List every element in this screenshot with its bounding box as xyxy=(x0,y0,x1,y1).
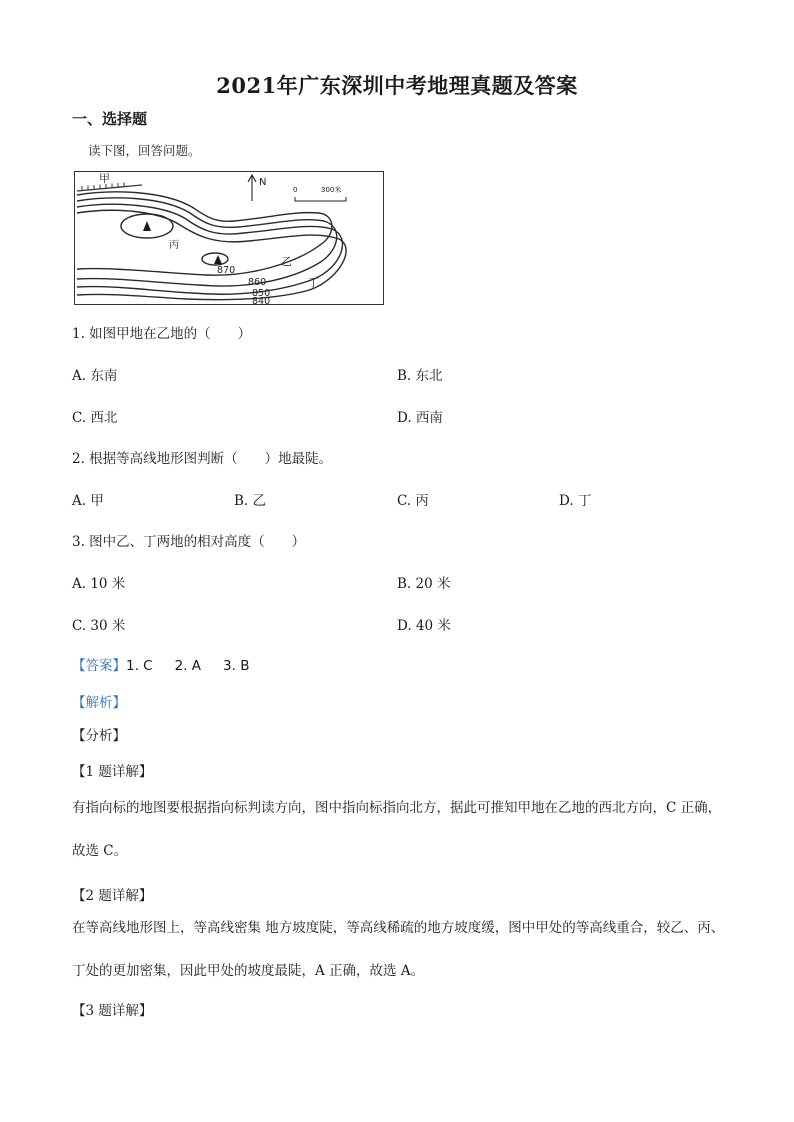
detail-1-text: 有指向标的地图要根据指向标判读方向，图中指向标指向北方，据此可推知甲地在乙地的西北方向，C 正确，故选 C。 xyxy=(72,800,722,859)
question-1-option-c: C. 西北 xyxy=(72,410,118,426)
section-heading: 一、选择题 xyxy=(72,110,148,128)
question-1-option-a: A. 东南 xyxy=(72,368,118,384)
analysis-label: 【解析】 xyxy=(72,695,126,711)
label-ding: 丁 xyxy=(308,276,319,289)
question-3-option-b: B. 20 米 xyxy=(397,576,451,592)
detail-2-label: 【2 题详解】 xyxy=(72,888,153,904)
north-label: N xyxy=(259,177,267,188)
question-2-option-d: D. 丁 xyxy=(559,493,592,509)
scale-length: 300米 xyxy=(321,186,342,194)
question-2-option-c: C. 丙 xyxy=(397,493,429,509)
answer-line xyxy=(72,654,249,674)
question-1-stem: 1. 如图甲地在乙地的（ ） xyxy=(72,326,252,342)
question-3-option-c: C. 30 米 xyxy=(72,618,126,634)
detail-1-label: 【1 题详解】 xyxy=(72,764,153,780)
instruction-text: 读下图，回答问题。 xyxy=(88,143,201,158)
contour-label-870: 870 xyxy=(217,265,236,276)
label-bing: 丙 xyxy=(169,240,179,251)
label-jia: 甲 xyxy=(99,172,110,185)
contour-map-figure xyxy=(74,171,384,305)
answer-item-3: 3. B xyxy=(223,658,250,674)
answer-label: 【答案】 xyxy=(72,658,126,674)
contour-label-860: 860 xyxy=(248,277,267,288)
answer-item-2: 2. A xyxy=(174,658,202,674)
question-2-stem: 2. 根据等高线地形图判断（ ）地最陡。 xyxy=(72,451,333,467)
contour-label-850: 850 xyxy=(252,288,271,299)
contour-label-840: 840 xyxy=(252,296,271,305)
question-3-option-d: D. 40 米 xyxy=(397,618,451,634)
question-1-option-d: D. 西南 xyxy=(397,410,443,426)
question-3-stem: 3. 图中乙、丁两地的相对高度（ ） xyxy=(72,534,306,550)
label-yi: 乙 xyxy=(281,255,292,268)
page-title: 2021年广东深圳中考地理真题及答案 xyxy=(216,73,578,98)
detail-2-text: 在等高线地形图上，等高线密集 地方坡度陡，等高线稀疏的地方坡度缓，图中甲处的等高线重合，较乙、丙、丁处的更加密集，因此甲处的坡度最陡，A 正确，故选 A。 xyxy=(72,920,725,979)
answer-item-1: 1. C xyxy=(126,658,153,674)
question-2-option-b: B. 乙 xyxy=(234,493,267,509)
detail-3-label: 【3 题详解】 xyxy=(72,1003,153,1019)
contour-map xyxy=(74,171,384,305)
question-1-option-b: B. 东北 xyxy=(397,368,443,384)
question-2-option-a: A. 甲 xyxy=(72,493,104,509)
scale-zero: 0 xyxy=(293,186,298,194)
fenxi-label: 【分析】 xyxy=(72,728,126,744)
question-3-option-a: A. 10 米 xyxy=(72,576,126,592)
